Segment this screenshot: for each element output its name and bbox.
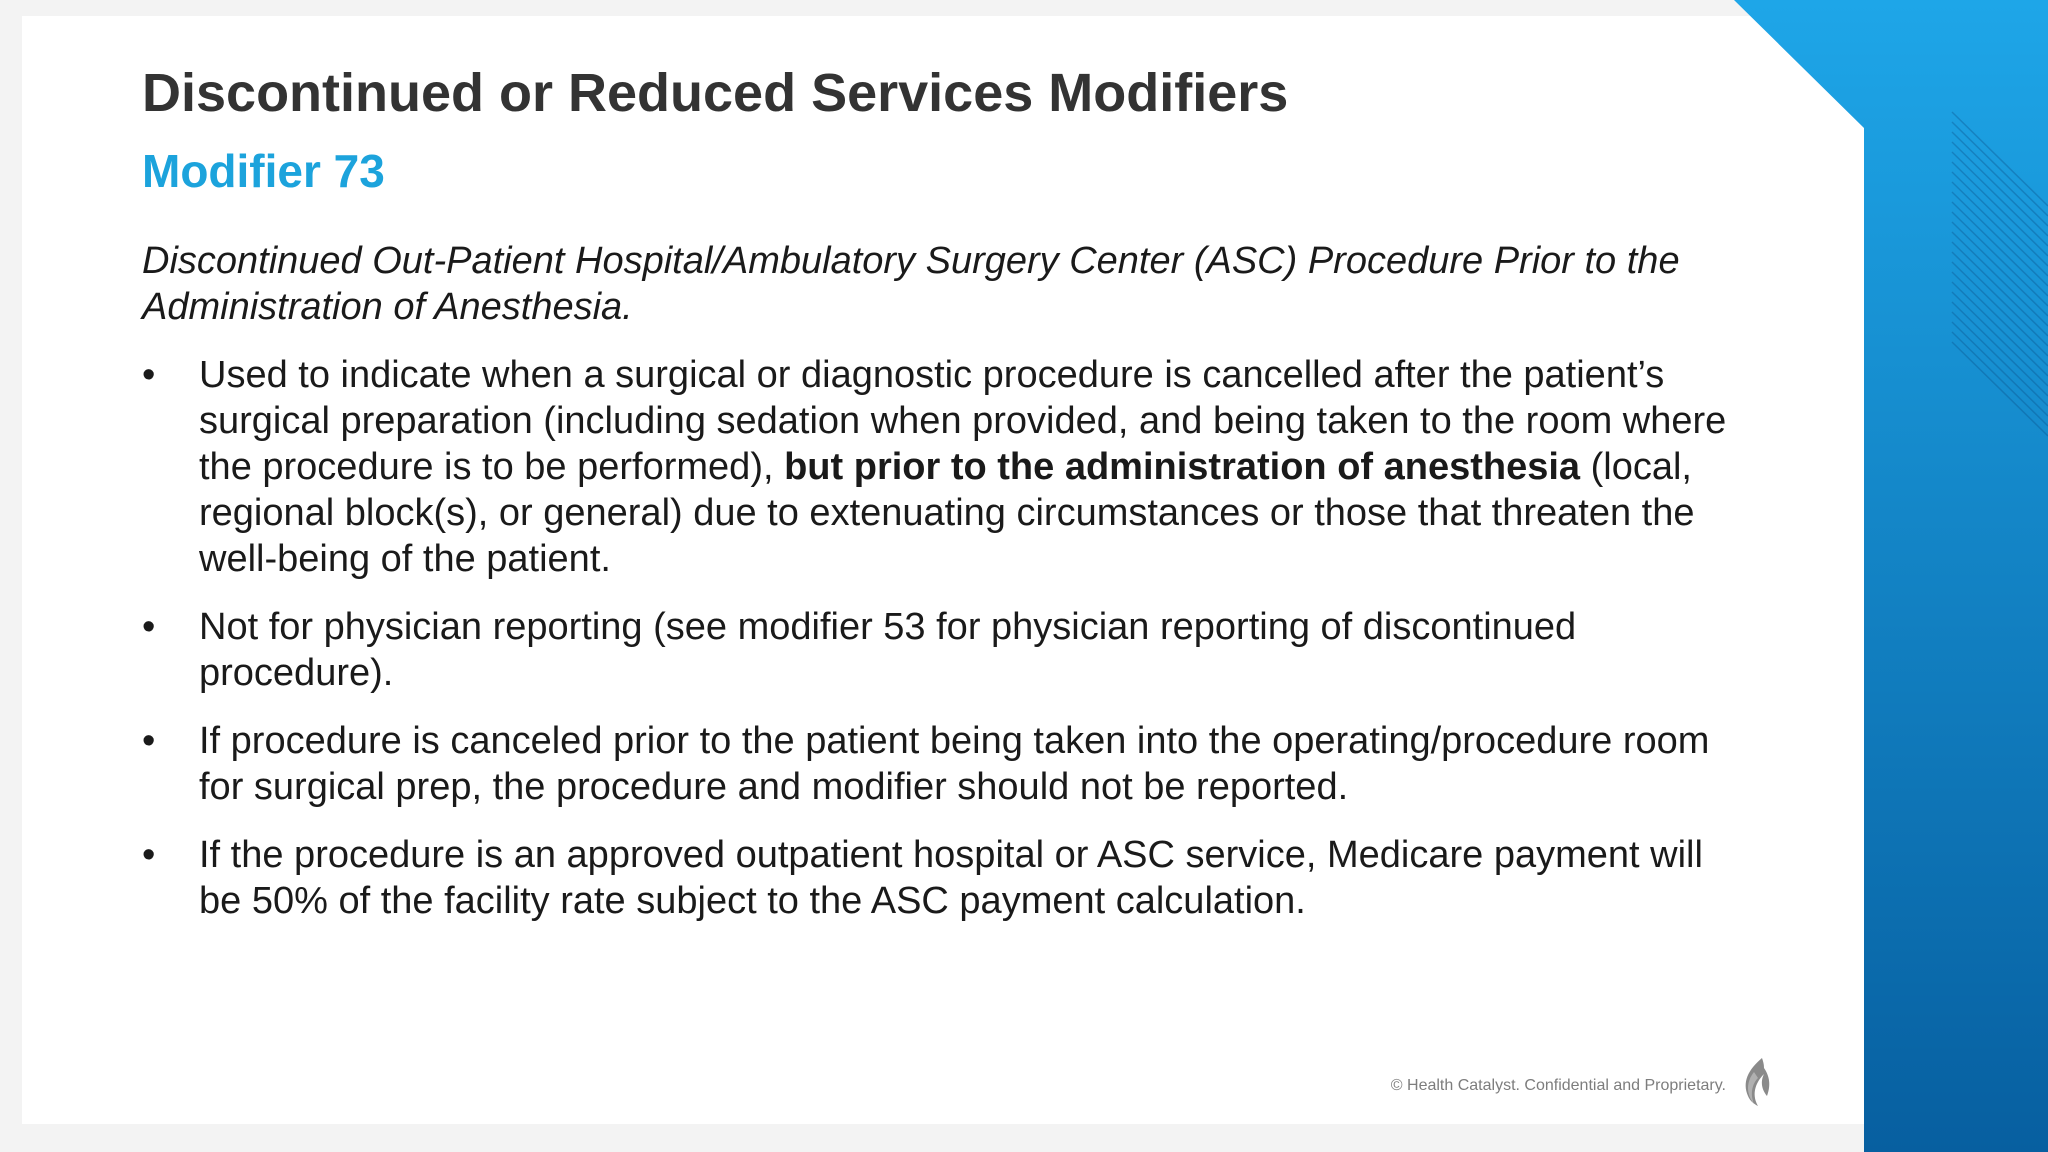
- bullet-item: [142, 832, 1742, 924]
- bullet-text: Used to indicate when a surgical or diagnostic procedure is cancelled after the patient’s surgical preparation (including sedation when provided, and being taken to the room where the procedure is to be performed),: [199, 354, 1727, 488]
- bullet-text: If the procedure is an approved outpatient hospital or ASC service, Medicare payment will be 50% of the facility rate subject to the ASC payment calculation.: [199, 834, 1703, 922]
- slide-subtitle: Modifier 73: [142, 145, 385, 197]
- modifier-definition: Discontinued Out-Patient Hospital/Ambulatory Surgery Center (ASC) Procedure Prior to the Administration of Anesthesia.: [142, 240, 1680, 328]
- bullet-text-continued: (local, regional block(s), or general) due to extenuating circumstances or those that threaten the well-being of the patient.: [199, 446, 1695, 580]
- slide-title: Discontinued or Reduced Services Modifiers: [142, 63, 1289, 123]
- bullet-icon: •: [142, 354, 156, 396]
- bullet-text: If procedure is canceled prior to the patient being taken into the operating/procedure room for surgical prep, the procedure and modifier should not be reported.: [199, 720, 1710, 808]
- bullet-text: Not for physician reporting (see modifier 53 for physician reporting of discontinued procedure).: [199, 606, 1577, 694]
- bullet-item: [142, 718, 1742, 810]
- bullet-bold-text: but prior to the administration of anesthesia: [784, 446, 1581, 488]
- bullet-list: [142, 352, 1742, 946]
- band-shape: [1734, 0, 2048, 1152]
- bullet-item: [142, 604, 1742, 696]
- flame-logo-icon: [1740, 1056, 1774, 1108]
- bullet-icon: •: [142, 834, 156, 876]
- bullet-item: [142, 352, 1742, 582]
- bullet-icon: •: [142, 720, 156, 762]
- bullet-icon: •: [142, 606, 156, 648]
- copyright-footer: © Health Catalyst. Confidential and Proprietary.: [1390, 1077, 1726, 1094]
